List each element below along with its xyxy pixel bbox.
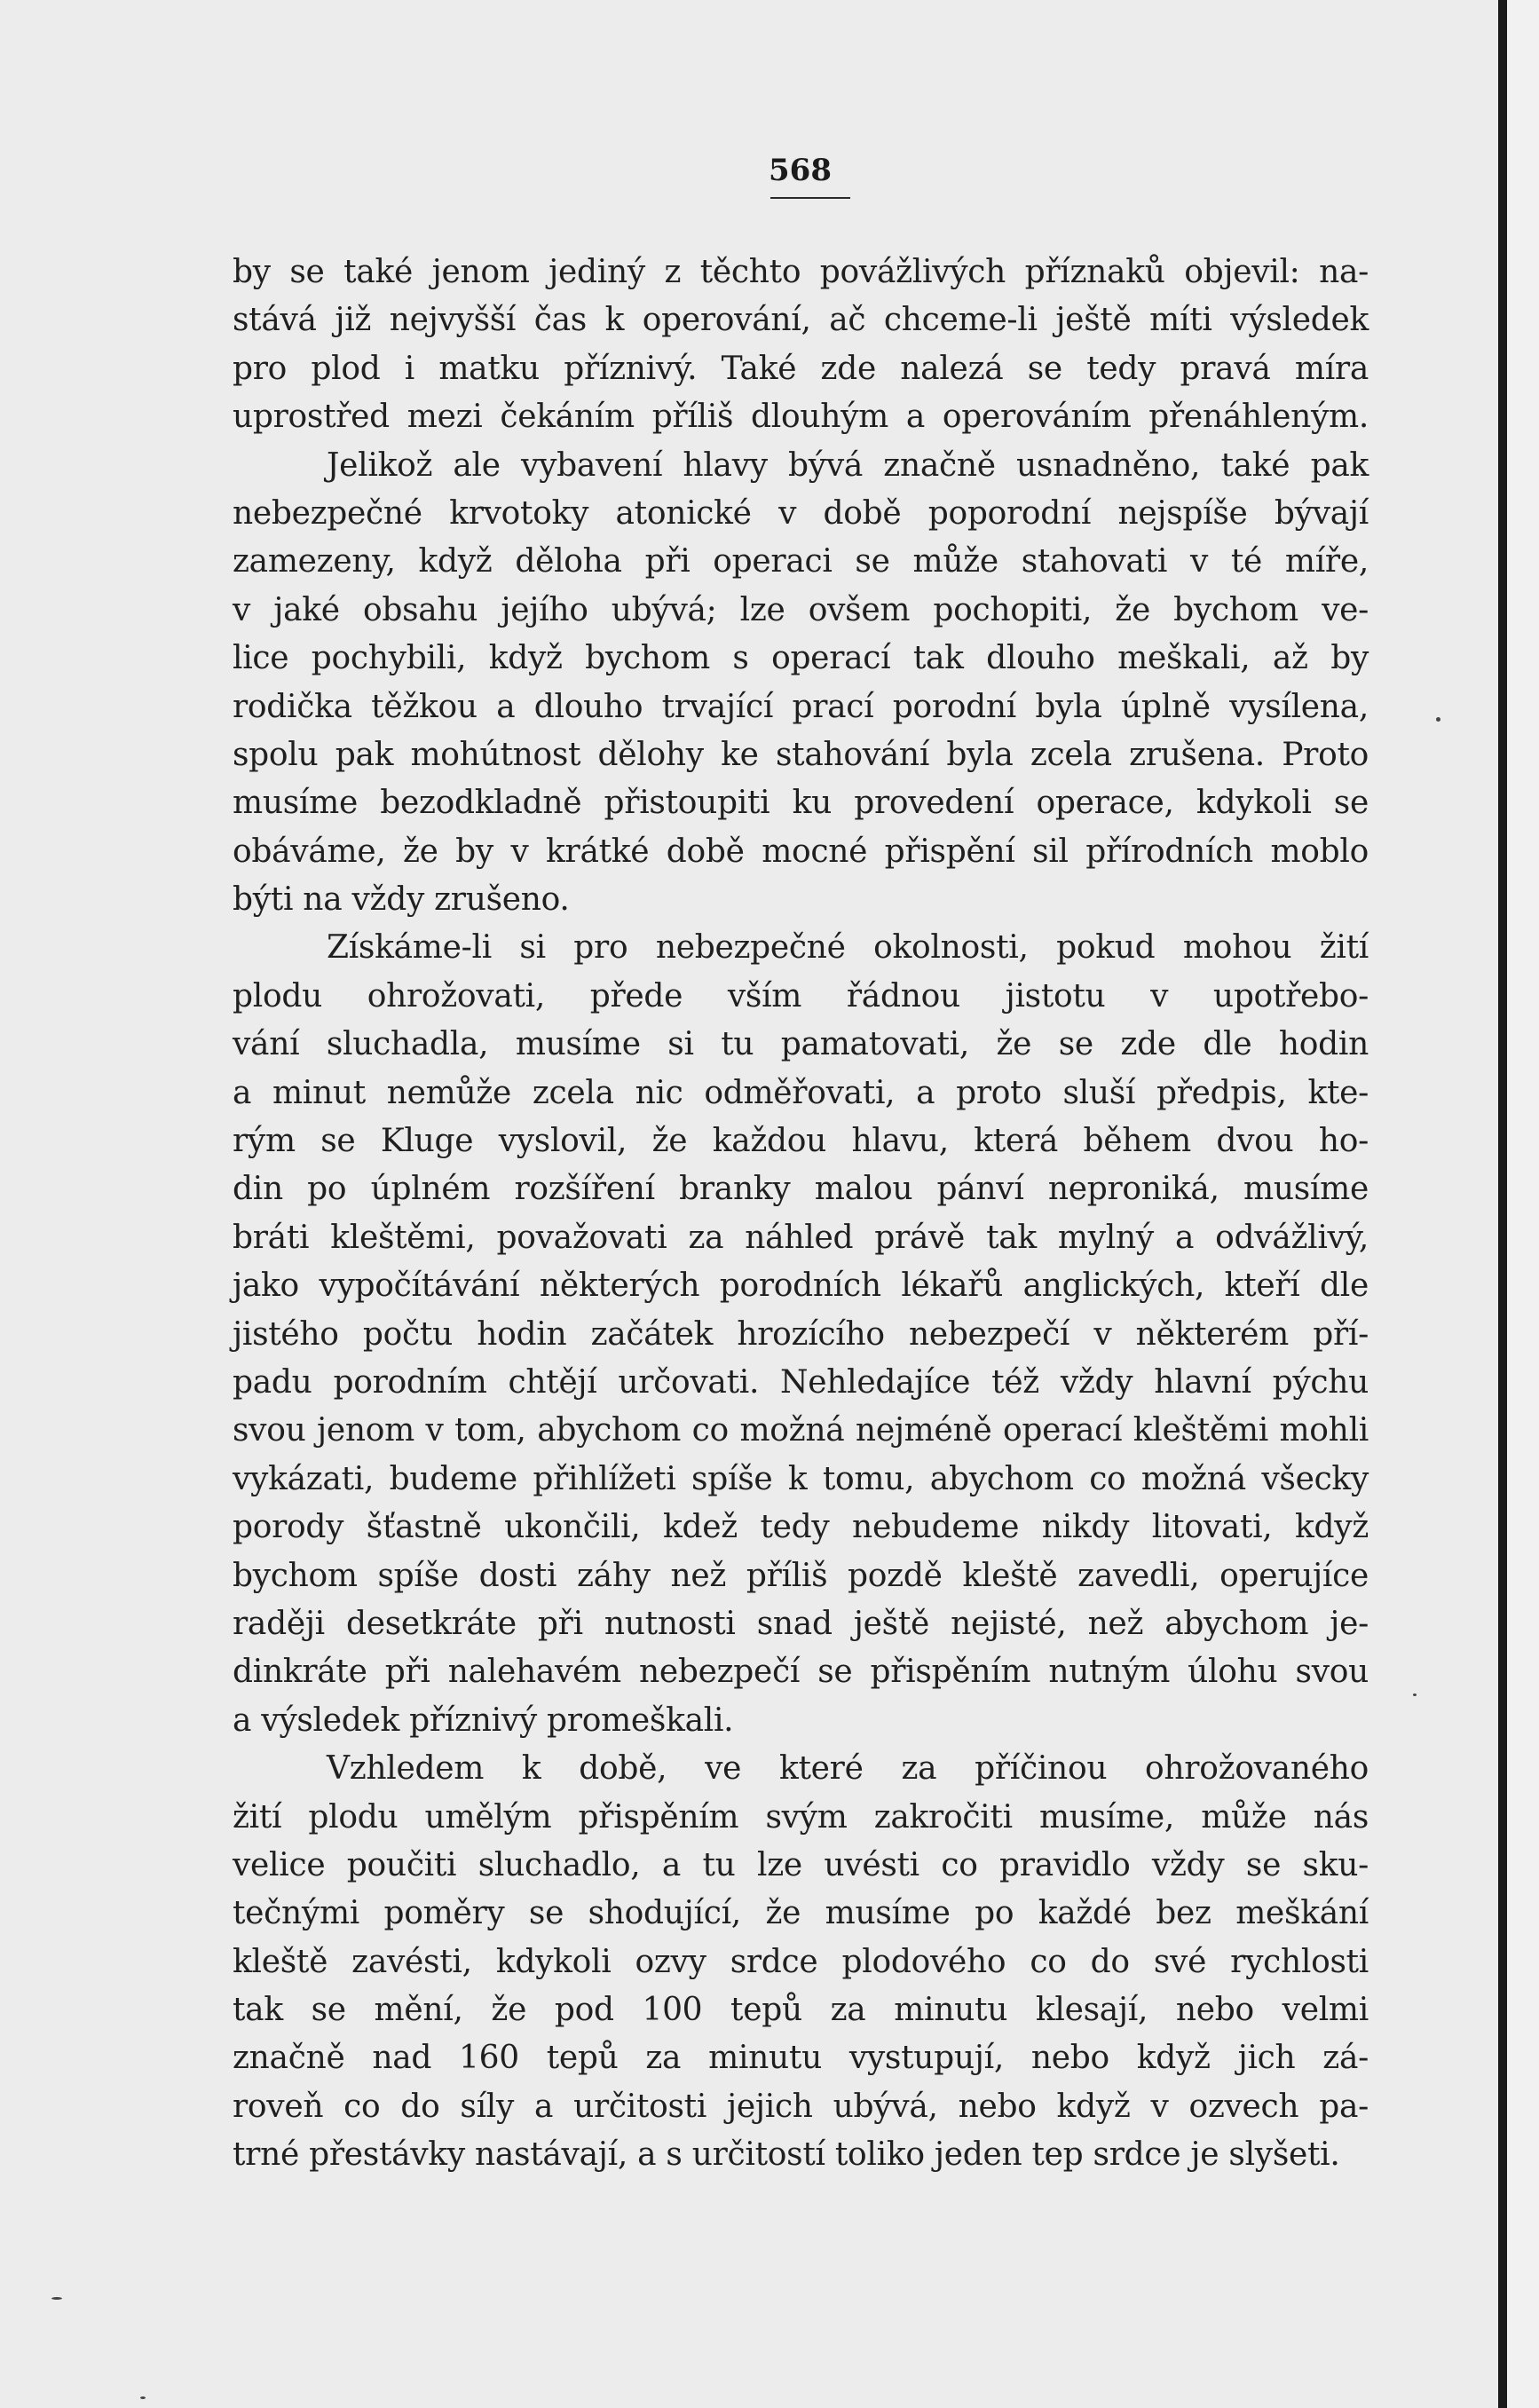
text-line: plodu ohrožovati, přede vším řádnou jistotu v upotřebo-	[233, 977, 1369, 1015]
text-line: tečnými poměry se shodující, že musíme po každé bez meškání	[233, 1895, 1369, 1932]
page-number-rule	[770, 197, 850, 199]
text-line: a minut nemůže zcela nic odměřovati, a proto sluší předpis, kte-	[233, 1074, 1369, 1111]
text-line: jistého počtu hodin začátek hrozícího nebezpečí v některém pří-	[233, 1315, 1369, 1353]
text-line: v jaké obsahu jejího ubývá; lze ovšem pochopiti, že bychom ve-	[233, 591, 1369, 628]
text-line: nebezpečné krvotoky atonické v době poporodní nejspíše bývají	[233, 494, 1369, 532]
page-number: 568	[769, 153, 832, 188]
text-line: kleště zavésti, kdykoli ozvy srdce plodového co do své rychlosti	[233, 1943, 1369, 1980]
speck	[140, 2396, 146, 2399]
text-line: roveň co do síly a určitosti jejich ubývá, nebo když v ozvech pa-	[233, 2088, 1369, 2125]
text-line: a výsledek příznivý promeškali.	[233, 1701, 734, 1739]
text-line: rým se Kluge vyslovil, že každou hlavu, která během dvou ho-	[233, 1123, 1369, 1160]
text-line: tak se mění, že pod 100 tepů za minutu klesají, nebo velmi	[233, 1992, 1369, 2029]
text-line: uprostřed mezi čekáním příliš dlouhým a operováním přenáhleným.	[233, 399, 1369, 436]
text-line: musíme bezodkladně přistoupiti ku provedení operace, kdykoli se	[233, 785, 1369, 822]
text-line: padu porodním chtějí určovati. Nehledajíce též vždy hlavní pýchu	[233, 1363, 1369, 1401]
text-line: jako vypočítávání některých porodních lékařů anglických, kteří dle	[233, 1267, 1369, 1305]
text-line: vykázati, budeme přihlížeti spíše k tomu, abychom co možná všecky	[233, 1460, 1369, 1497]
text-line: stává již nejvyšší čas k operování, ač chceme-li ještě míti výsledek	[233, 302, 1369, 339]
text-line: značně nad 160 tepů za minutu vystupují, nebo když jich zá-	[233, 2040, 1369, 2077]
text-line: obáváme, že by v krátké době mocné přispění sil přírodních moblo	[233, 833, 1369, 870]
text-line: din po úplném rozšíření branky malou pánví neproniká, musíme	[233, 1171, 1369, 1208]
page-edge-shadow	[1498, 0, 1507, 2408]
page-edge-margin	[1507, 0, 1539, 2408]
text-line: vání sluchadla, musíme si tu pamatovati, že se zde dle hodin	[233, 1026, 1369, 1063]
text-line: býti na vždy zrušeno.	[233, 881, 570, 919]
text-line: Vzhledem k době, ve které za příčinou ohrožovaného	[327, 1750, 1369, 1788]
text-line: trné přestávky nastávají, a s určitostí toliko jeden tep srdce je slyšeti.	[233, 2136, 1340, 2174]
body-text	[233, 249, 1369, 2180]
text-line: svou jenom v tom, abychom co možná nejméně operací kleštěmi mohli	[233, 1412, 1369, 1449]
text-line: spolu pak mohútnost dělohy ke stahování byla zcela zrušena. Proto	[233, 736, 1369, 773]
speck	[1436, 717, 1440, 722]
text-line: porody šťastně ukončili, kdež tedy nebudeme nikdy litovati, když	[233, 1509, 1369, 1546]
speck	[51, 2297, 62, 2300]
text-line: žití plodu umělým přispěním svým zakročiti musíme, může nás	[233, 1798, 1369, 1836]
text-line: dinkráte při nalehavém nebezpečí se přispěním nutným úlohu svou	[233, 1654, 1369, 1691]
text-line: rodička těžkou a dlouho trvající prací porodní byla úplně vysílena,	[233, 688, 1369, 725]
text-line: Jelikož ale vybavení hlavy bývá značně usnadněno, také pak	[327, 446, 1369, 484]
text-line: velice poučiti sluchadlo, a tu lze uvésti co pravidlo vždy se sku-	[233, 1846, 1369, 1883]
speck	[1413, 1693, 1417, 1696]
text-line: bychom spíše dosti záhy než příliš pozdě kleště zavedli, operujíce	[233, 1557, 1369, 1594]
text-line: zamezeny, když děloha při operaci se může stahovati v té míře,	[233, 543, 1369, 580]
text-line: Získáme-li si pro nebezpečné okolnosti, pokud mohou žití	[327, 929, 1369, 967]
text-line: by se také jenom jediný z těchto povážlivých příznaků objevil: na-	[233, 254, 1369, 290]
text-line: raději desetkráte při nutnosti snad ještě nejisté, než abychom je-	[233, 1605, 1369, 1642]
text-line: bráti kleštěmi, považovati za náhled právě tak mylný a odvážlivý,	[233, 1219, 1369, 1256]
text-line: lice pochybili, když bychom s operací tak dlouho meškali, až by	[233, 640, 1369, 677]
text-line: pro plod i matku příznivý. Také zde nalezá se tedy pravá míra	[233, 350, 1369, 387]
